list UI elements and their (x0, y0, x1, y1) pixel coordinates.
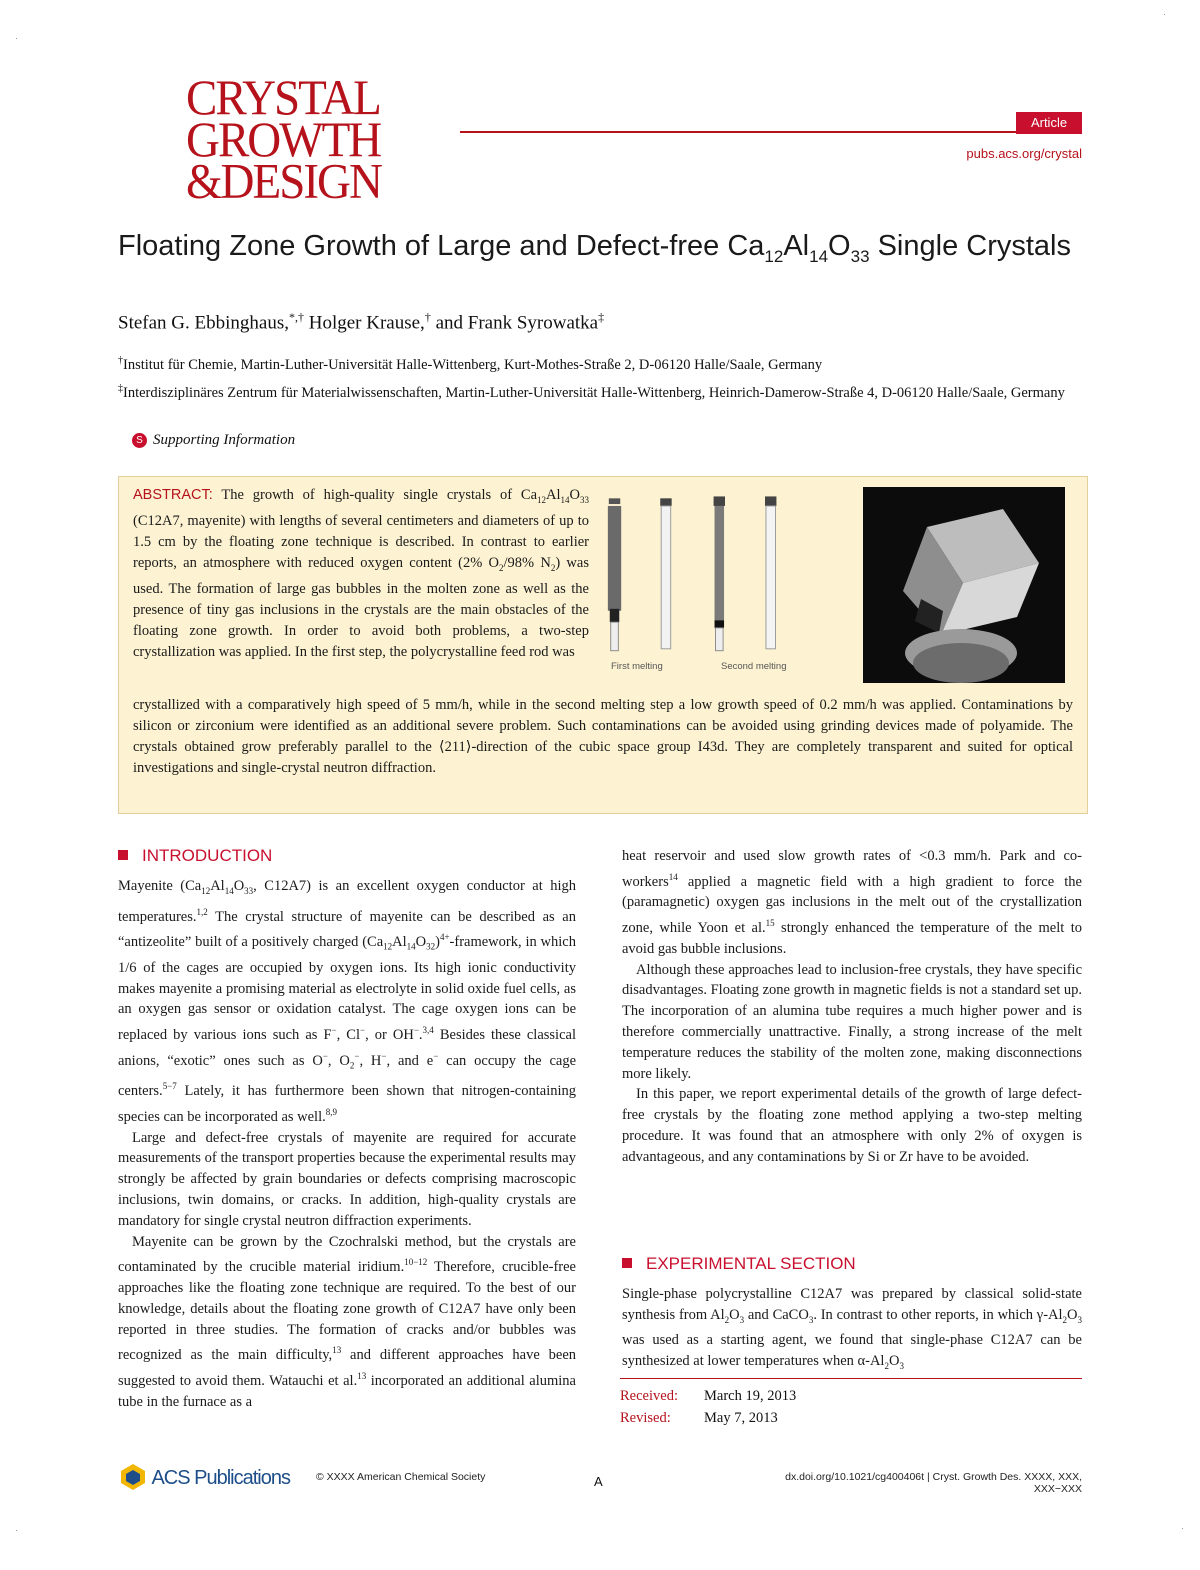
revised-date: Revised: May 7, 2013 (620, 1410, 778, 1426)
reference-link[interactable]: 13 (357, 1371, 367, 1382)
author-name[interactable]: Holger Krause, (303, 312, 425, 334)
col2-paragraph-1: heat reservoir and used slow growth rates of <0.3 mm/h. Park and co-workers$^{14}$ applied a magnetic field with a high gradient to force the (paramagnetic) oxygen gas inclusions in the melt out of the crystallization zone, while Yoon et al.$^{15}$ strongly enhanced the temperature of the melt to avoid gas bubble inclusions. (622, 848, 1082, 957)
right-column (622, 846, 1082, 1168)
col2-paragraph-3: In this paper, we report experimental details of the growth of large defect-free crystals by the floating zone method applying a two-step melting procedure. It was found that an atmosphere with only 2% of oxygen is advantageous, and any contaminations by Si or Zr have to be avoided. (622, 1086, 1082, 1165)
rod-2 (660, 498, 671, 648)
journal-url-link[interactable]: pubs.acs.org/crystal (966, 146, 1082, 161)
rod-3 (714, 496, 725, 650)
header-rule (460, 131, 1082, 133)
affiliation-2: ‡Interdisziplinäres Zentrum für Materialwissenschaften, Martin-Luther-Universität Halle-Wittenberg, Heinrich-Damerow-Straße 4, D-06120 Halle/Saale, Germany (118, 383, 1065, 401)
crop-mark (16, 1530, 17, 1531)
heading-square-icon (118, 850, 128, 860)
logo-line: &DESIGN (186, 154, 381, 210)
copyright: © XXXX American Chemical Society (316, 1471, 486, 1483)
logo-line: CRYSTAL (186, 70, 380, 126)
paper-title: Floating Zone Growth of Large and Defect-free $Ca_{12}Al_{14}O_{33}$ Single Crystals (118, 230, 1071, 266)
rod-1 (608, 498, 621, 650)
figure-label: First melting (611, 661, 663, 672)
author-name[interactable]: Stefan G. Ebbinghaus, (118, 312, 289, 334)
abstract-text-top: ABSTRACT: The growth of high-quality single crystals of $Ca_{12}Al_{14}O_{33}$ (C12A7, mayenite) with lengths of several centimeters and diameters of up to 1.5 cm by the floating zone technique is described. In contrast to earlier reports, an atmosphere with reduced oxygen content (2% $O_2/98\%$ $N_2$) was used. The formation of large gas bubbles in the molten zone as well as the presence of tiny gas inclusions in the crystals are the main obstacles of the floating zone growth. In order to avoid both problems, a two-step crystallization was applied. In the first step, the polycrystalline feed rod was (133, 487, 589, 660)
journal-logo (186, 70, 401, 210)
reference-link[interactable]: 1,2 (196, 906, 208, 917)
acs-hexagon-icon (118, 1462, 148, 1492)
figure-label: Second melting (721, 661, 787, 672)
page-number: A (594, 1474, 603, 1489)
doi-link[interactable]: dx.doi.org/10.1021/cg400406t (785, 1471, 925, 1483)
acs-publications-logo[interactable]: ACS Publications (118, 1462, 290, 1492)
intro-paragraph-3: Mayenite can be grown by the Czochralski method, but the crystals are contaminated by the crucible material iridium.$^{10-12}$ Therefore, crucible-free approaches like the floating zone technique are required. To the best of our knowledge, details about the floating zone growth of C12A7 have only been reported in three studies. The formation of cracks and/or bubbles was recognized as the main difficulty,$^{13}$ and different approaches have been suggested to avoid them. Watauchi et al.$^{13}$ incorporated an additional alumina tube in the furnace as a (118, 1233, 577, 1410)
s-circle-icon: S (132, 433, 147, 448)
received-date: Received: March 19, 2013 (620, 1388, 797, 1404)
reference-link[interactable]: 3,4 (422, 1025, 434, 1036)
section-heading-introduction: INTRODUCTION (118, 846, 272, 866)
citation-line: dx.doi.org/10.1021/cg400406t | Cryst. Growth Des. XXXX, XXX, XXX−XXX (785, 1471, 1082, 1495)
author-list: Stefan G. Ebbinghaus,*,† Holger Krause,† and Frank Syrowatka‡ (118, 310, 605, 334)
affiliation-1: †Institut für Chemie, Martin-Luther-Universität Halle-Wittenberg, Kurt-Mothes-Straße 2, D-06120 Halle/Saale, Germany (118, 355, 823, 373)
crop-mark (1164, 14, 1165, 15)
supporting-info-link[interactable]: S Supporting Information (132, 432, 295, 449)
rod-4 (765, 496, 776, 648)
crystal-photo (863, 487, 1065, 683)
reference-link[interactable]: 15 (765, 918, 775, 929)
author-name[interactable]: and Frank Syrowatka (430, 312, 599, 334)
intro-paragraph-2: Large and defect-free crystals of mayenite are required for accurate measurements of the transport properties because the experimental results may strongly be affected by grain boundaries or defects comprising macroscopic inclusions, twin domains, or cracks. In addition, high-quality crystals are mandatory for single crystal neutron diffraction experiments. (118, 1129, 576, 1229)
dates-rule (620, 1378, 1082, 1379)
experimental-text (622, 1284, 1082, 1377)
col2-paragraph-2: Although these approaches lead to inclusion-free crystals, they have specific disadvantages. Floating zone growth in magnetic fields is not a standard set up. The incorporation of an alumina tube requires a much higher power and is therefore commercially unattractive. Finally, a strong increase of the melt temperature reduces the stability of the molten zone, making disconnections more likely. (622, 961, 1082, 1082)
abstract-label: ABSTRACT: (133, 487, 213, 503)
article-type-badge: Article (1016, 112, 1082, 134)
abstract-text-bottom: crystallized with a comparatively high speed of 5 mm/h, while in the second melting step a low growth speed of 0.2 mm/h was applied. Contaminations by silicon or zirconium were identified as an additional severe problem. Such contaminations can be avoided using grinding devices made of polyamide. The crystals obtained grow preferably parallel to the ⟨211⟩-direction of the cubic space group I43d. They are completely transparent and suited for optical investigations and single-crystal neutron diffraction. (133, 697, 1073, 776)
crop-mark (1182, 1528, 1183, 1529)
crop-mark (16, 38, 17, 39)
logo-line: GROWTH (186, 112, 381, 168)
section-heading-experimental: EXPERIMENTAL SECTION (622, 1254, 856, 1274)
heading-square-icon (622, 1258, 632, 1268)
left-column (118, 876, 576, 1412)
reference-link[interactable]: 8,9 (325, 1106, 337, 1117)
reference-link[interactable]: 10−12 (404, 1257, 428, 1268)
reference-link[interactable]: 14 (668, 871, 678, 882)
reference-link[interactable]: 5−7 (162, 1081, 177, 1092)
abstract-box (118, 476, 1088, 814)
reference-link[interactable]: 13 (332, 1345, 342, 1356)
experimental-paragraph-1: Single-phase polycrystalline C12A7 was prepared by classical solid-state synthesis from $Al_2O_3$ and CaCO$_3$. In contrast to other reports, in which $\gamma-Al_2O_3$ was used as a starting agent, we found that single-phase C12A7 can be synthesized at lower temperatures when $\alpha-Al_2O_3$ (622, 1286, 1083, 1372)
rod-diagram (605, 485, 805, 685)
intro-paragraph-1: Mayenite ($Ca_{12}Al_{14}O_{33}$, C12A7) is an excellent oxygen conductor at high temperatures.$^{1,2}$ The crystal structure of mayenite can be described as an “antizeolite” built of a positively charged $(Ca_{12}Al_{14}O_{32})^{4+}$-framework, in which 1/6 of the cages are occupied by oxygen ions. Its high ionic conductivity makes mayenite a promising material as electrolyte in solid oxide fuel cells, as an oxygen gas sensor or oxidation catalyst. The cage oxygen ions can be replaced by various ions such as F−, Cl−, or OH−.$^{3,4}$ Besides these classical anions, “exotic” ones such as O−, $O_2^-$, H−, and e− can occupy the cage centers.$^{5-7}$ Lately, it has furthermore been shown that nitrogen-containing species can be incorporated as well.$^{8,9}$ (118, 878, 577, 1125)
